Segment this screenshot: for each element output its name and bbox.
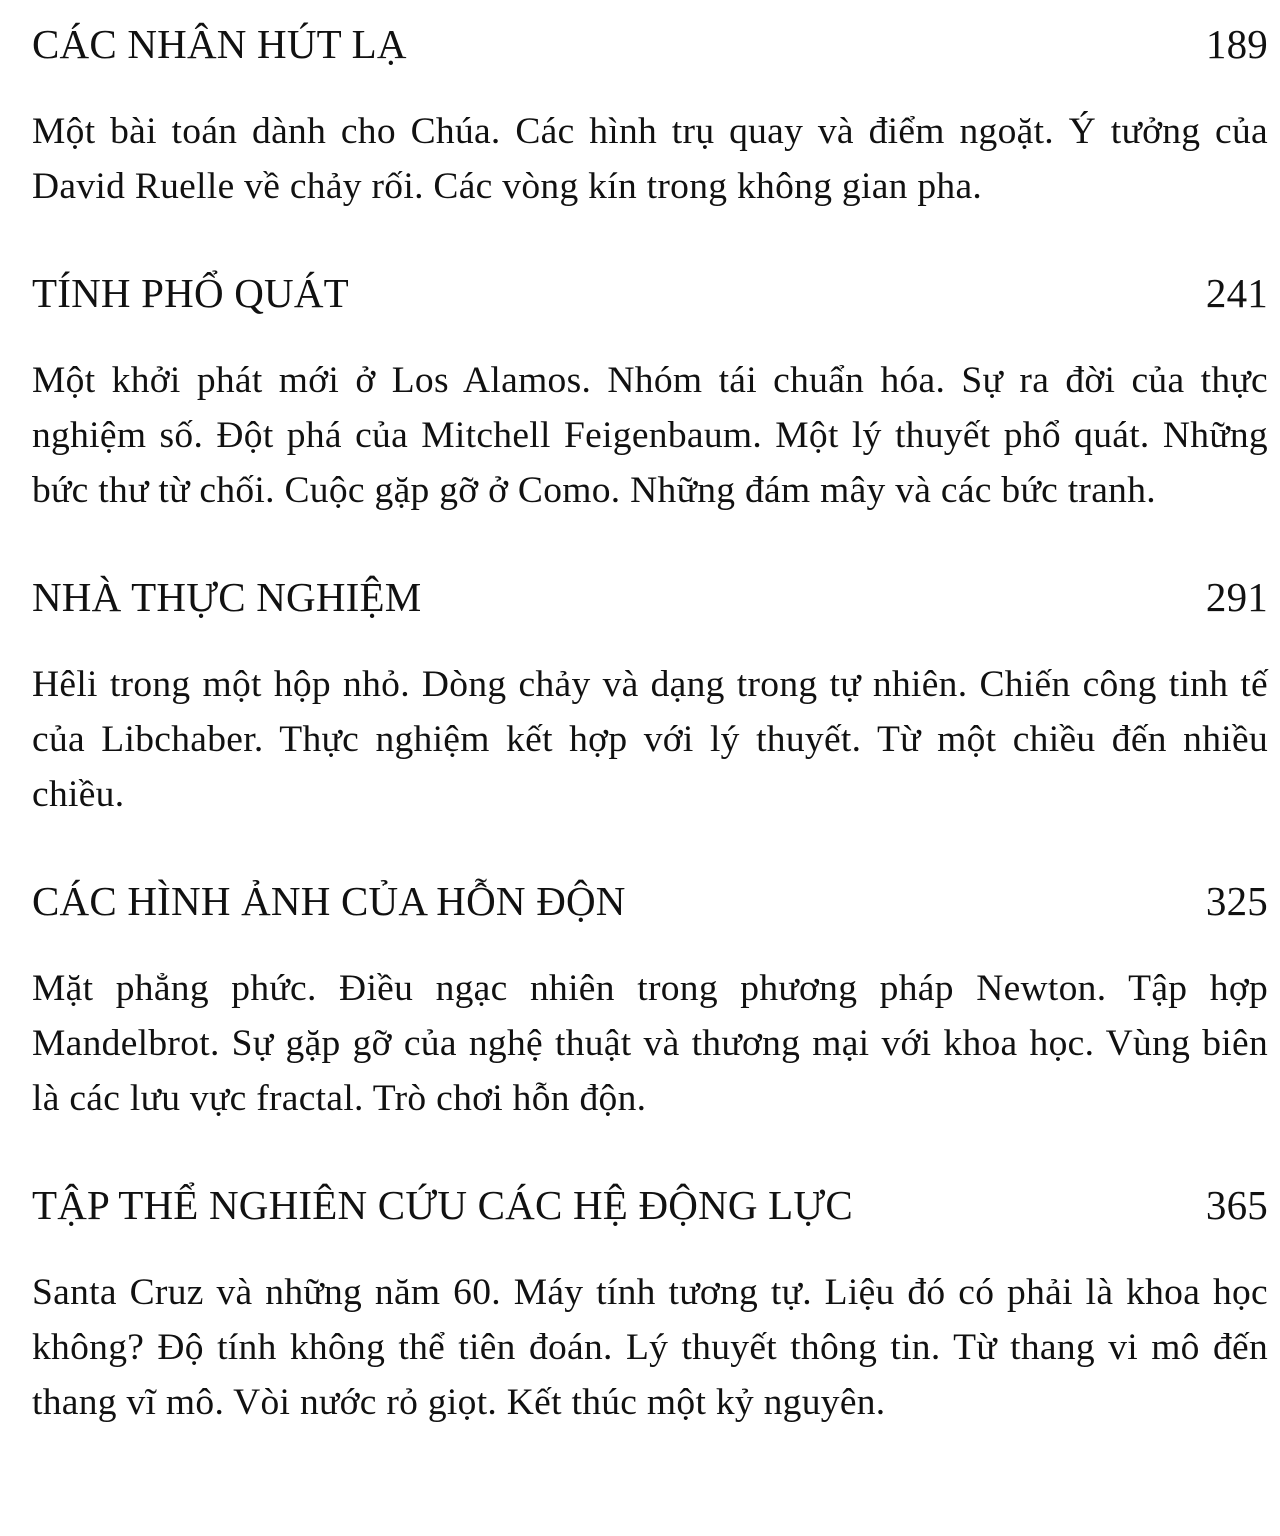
toc-entry-universality xyxy=(32,263,1268,518)
toc-entry-dynamical-systems-collective xyxy=(32,1175,1268,1430)
chapter-title: NHÀ THỰC NGHIỆM xyxy=(32,574,422,620)
chapter-summary: Một bài toán dành cho Chúa. Các hình trụ quay và điểm ngoặt. Ý tưởng của David Ruelle về chảy rối. Các vòng kín trong không gian pha. xyxy=(32,111,1268,207)
toc-entry-header xyxy=(32,1175,1268,1235)
chapter-title: TÍNH PHỔ QUÁT xyxy=(32,270,349,316)
chapter-summary: Mặt phẳng phức. Điều ngạc nhiên trong phương pháp Newton. Tập hợp Mandelbrot. Sự gặp gỡ của nghệ thuật và thương mại với khoa học. Vùng biên là các lưu vực fractal. Trò chơi hỗn độn. xyxy=(32,968,1268,1119)
page-number: 325 xyxy=(1205,878,1268,924)
chapter-title: TẬP THỂ NGHIÊN CỨU CÁC HỆ ĐỘNG LỰC xyxy=(32,1182,853,1228)
page-number: 365 xyxy=(1205,1182,1268,1228)
chapter-summary: Santa Cruz và những năm 60. Máy tính tương tự. Liệu đó có phải là khoa học không? Độ tính không thể tiên đoán. Lý thuyết thông tin. Từ thang vi mô đến thang vĩ mô. Vòi nước rỏ giọt. Kết thúc một kỷ nguyên. xyxy=(32,1272,1268,1423)
table-of-contents xyxy=(32,14,1268,1479)
toc-entry-strange-attractors xyxy=(32,14,1268,214)
toc-entry-header xyxy=(32,263,1268,323)
chapter-title: CÁC HÌNH ẢNH CỦA HỖN ĐỘN xyxy=(32,878,626,924)
chapter-summary: Hêli trong một hộp nhỏ. Dòng chảy và dạng trong tự nhiên. Chiến công tinh tế của Libchaber. Thực nghiệm kết hợp với lý thuyết. Từ một chiều đến nhiều chiều. xyxy=(32,664,1268,815)
toc-entry-images-of-chaos xyxy=(32,871,1268,1126)
toc-entry-header xyxy=(32,567,1268,627)
toc-entry-experimenter xyxy=(32,567,1268,822)
toc-entry-header xyxy=(32,14,1268,74)
page-number: 189 xyxy=(1205,21,1268,67)
page-number: 291 xyxy=(1205,574,1268,620)
toc-entry-header xyxy=(32,871,1268,931)
chapter-summary: Một khởi phát mới ở Los Alamos. Nhóm tái chuẩn hóa. Sự ra đời của thực nghiệm số. Đột phá của Mitchell Feigenbaum. Một lý thuyết phổ quát. Những bức thư từ chối. Cuộc gặp gỡ ở Como. Những đám mây và các bức tranh. xyxy=(32,360,1268,511)
chapter-title: CÁC NHÂN HÚT LẠ xyxy=(32,21,407,67)
page-number: 241 xyxy=(1205,270,1268,316)
